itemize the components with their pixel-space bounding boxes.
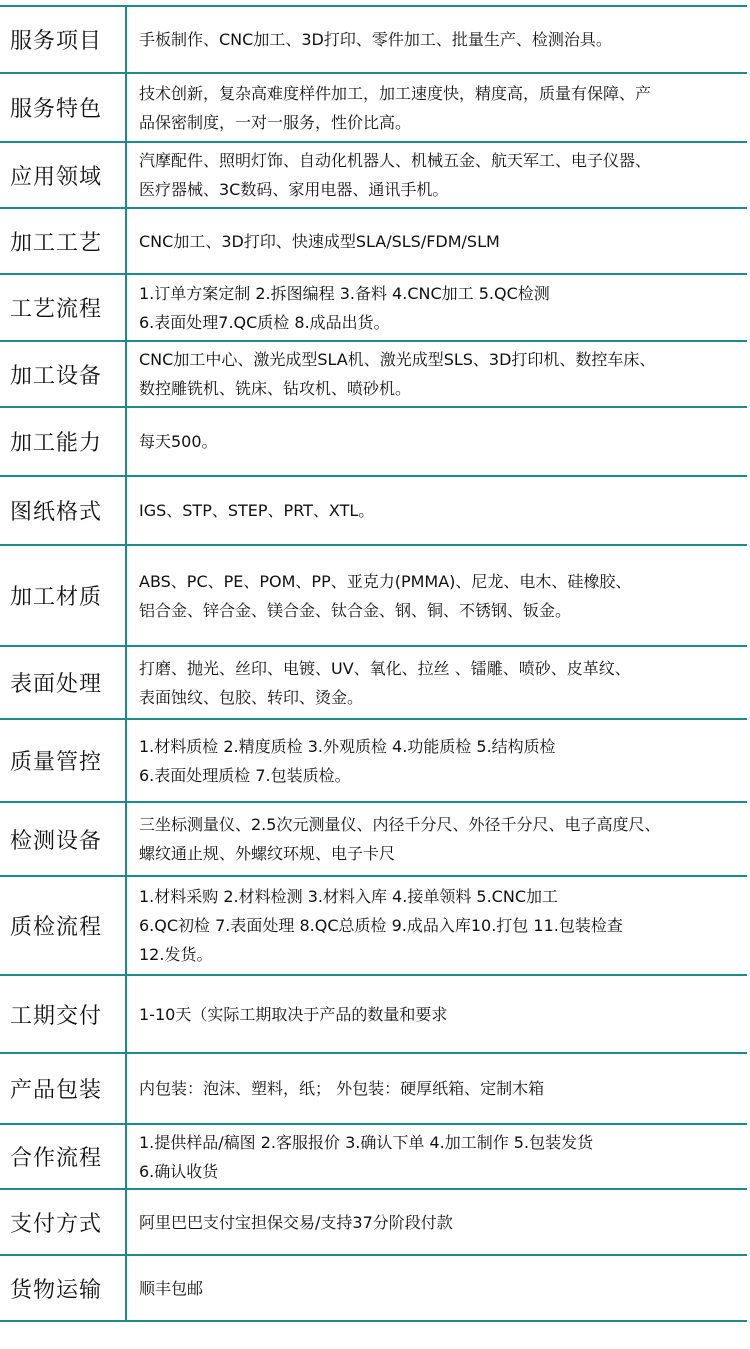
row-value: 1.订单方案定制 2.拆图编程 3.备料 4.CNC加工 5.QC检测 6.表面处理7.QC质检 8.成品出货。: [139, 283, 550, 332]
row-value: 每天500。: [139, 432, 218, 451]
row-label: 合作流程: [0, 1125, 127, 1188]
row-label: 图纸格式: [0, 477, 127, 544]
spec-table: [0, 5, 747, 1322]
row-value: 汽摩配件、照明灯饰、自动化机器人、机械五金、航天军工、电子仪器、 医疗器械、3C数码、家用电器、通讯手机。: [139, 151, 652, 199]
row-value: 手板制作、CNC加工、3D打印、零件加工、批量生产、检测治具。: [139, 30, 612, 49]
row-process-flow: [0, 273, 747, 340]
row-application-fields: [0, 141, 747, 207]
row-processing-techniques: [0, 207, 747, 273]
row-value: 1.材料质检 2.精度质检 3.外观质检 4.功能质检 5.结构质检 6.表面处理质检 7.包装质检。: [139, 736, 556, 785]
row-value: 1.提供样品/稿图 2.客服报价 3.确认下单 4.加工制作 5.包装发货 6.确认收货: [139, 1132, 594, 1181]
row-materials: [0, 544, 747, 645]
row-label: 加工能力: [0, 408, 127, 475]
row-label: 服务项目: [0, 7, 127, 72]
row-quality-control: [0, 718, 747, 801]
row-inspection-flow: [0, 875, 747, 974]
row-equipment: [0, 340, 747, 406]
row-value: CNC加工、3D打印、快速成型SLA/SLS/FDM/SLM: [139, 231, 500, 251]
row-value: 三坐标测量仪、2.5次元测量仪、内径千分尺、外径千分尺、电子高度尺、 螺纹通止规、外螺纹环规、电子卡尺: [139, 815, 661, 863]
row-delivery-time: [0, 974, 747, 1052]
row-label: 服务特色: [0, 74, 127, 141]
row-value: 打磨、抛光、丝印、电镀、UV、氧化、拉丝 、镭雕、喷砂、皮革纹、 表面蚀纹、包胶、转印、烫金。: [139, 658, 631, 707]
row-drawing-formats: [0, 475, 747, 544]
bottom-whitespace: [0, 1322, 747, 1349]
row-value: ABS、PC、PE、POM、PP、亚克力(PMMA)、尼龙、电木、硅橡胶、 铝合金、锌合金、镁合金、钛合金、钢、铜、不锈钢、钣金。: [139, 571, 632, 620]
row-value: 1.材料采购 2.材料检测 3.材料入库 4.接单领料 5.CNC加工 6.QC初检 7.表面处理 8.QC总质检 9.成品入库10.打包 11.包装检查 12.发货。: [139, 887, 623, 964]
row-value: 技术创新，复杂高难度样件加工，加工速度快，精度高，质量有保障、产 品保密制度，一对一服务，性价比高。: [139, 83, 652, 132]
row-cooperation-flow: [0, 1123, 747, 1188]
row-label: 产品包装: [0, 1054, 127, 1123]
row-capacity: [0, 406, 747, 475]
row-value: CNC加工中心、激光成型SLA机、激光成型SLS、3D打印机、数控车床、 数控雕铣机、铣床、钻攻机、喷砂机。: [139, 350, 656, 398]
row-label: 支付方式: [0, 1190, 127, 1254]
row-payment-method: [0, 1188, 747, 1254]
row-label: 质量管控: [0, 720, 127, 801]
row-label: 工期交付: [0, 976, 127, 1052]
row-label: 工艺流程: [0, 275, 127, 340]
row-label: 质检流程: [0, 877, 127, 974]
row-label: 应用领域: [0, 143, 127, 207]
row-label: 加工工艺: [0, 209, 127, 273]
row-value: IGS、STP、STEP、PRT、XTL。: [139, 501, 375, 520]
row-value: 阿里巴巴支付宝担保交易/支持37分阶段付款: [139, 1212, 453, 1232]
row-service-items: [0, 5, 747, 72]
row-value: 顺丰包邮: [139, 1278, 204, 1298]
row-label: 加工设备: [0, 342, 127, 406]
row-label: 加工材质: [0, 546, 127, 645]
row-surface-treatment: [0, 645, 747, 718]
row-label: 货物运输: [0, 1256, 127, 1320]
row-service-features: [0, 72, 747, 141]
row-label: 表面处理: [0, 647, 127, 718]
row-inspection-equipment: [0, 801, 747, 875]
row-packaging: [0, 1052, 747, 1123]
row-shipping: [0, 1254, 747, 1322]
row-value: 内包装：泡沫、塑料，纸； 外包装：硬厚纸箱、定制木箱: [139, 1079, 545, 1098]
row-label: 检测设备: [0, 803, 127, 875]
row-value: 1-10天（实际工期取决于产品的数量和要求: [139, 1004, 448, 1024]
